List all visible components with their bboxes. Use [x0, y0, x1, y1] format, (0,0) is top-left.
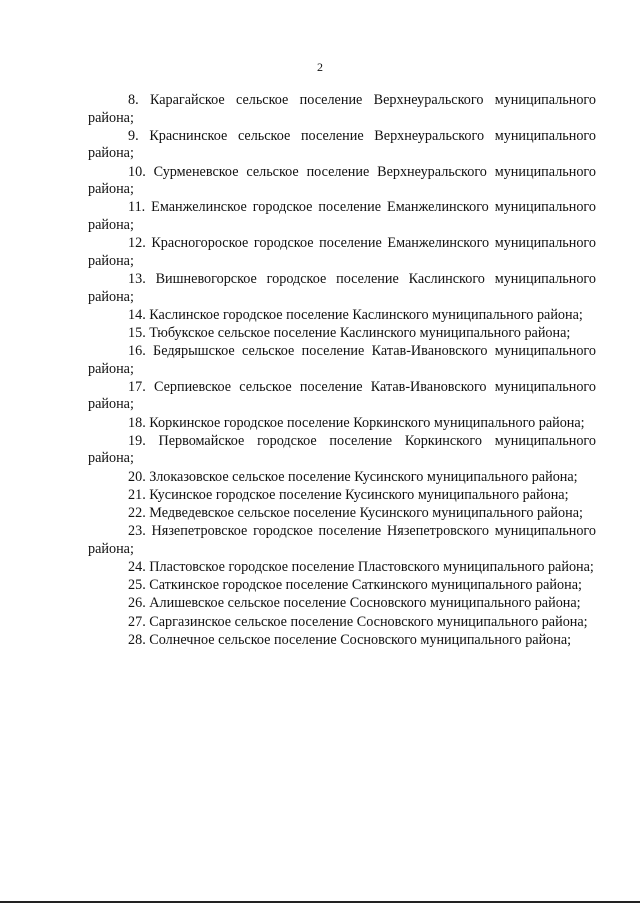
scan-edge-line [0, 901, 640, 903]
list-item: 12. Красногороское городское поселение Еманжелинского муниципального района; [88, 235, 596, 269]
list-item: 13. Вишневогорское городское поселение Каслинского муниципального района; [88, 270, 596, 305]
settlement-list [88, 92, 596, 650]
list-item: 16. Бедярышское сельское поселение Катав-Ивановского муниципального района; [88, 343, 596, 377]
list-item: 11. Еманжелинское городское поселение Еманжелинского муниципального района; [88, 199, 596, 233]
list-item: 14. Каслинское городское поселение Каслинского муниципального района; [128, 306, 583, 323]
list-item: 23. Нязепетровское городское поселение Нязепетровского муниципального района; [88, 523, 596, 557]
list-item: 17. Серпиевское сельское поселение Катав-Ивановского муниципального района; [88, 378, 596, 413]
list-item: 27. Саргазинское сельское поселение Сосновского муниципального района; [128, 613, 588, 630]
list-item: 25. Саткинское городское поселение Саткинского муниципального района; [128, 577, 582, 594]
page-number: 2 [317, 60, 323, 74]
list-item: 28. Солнечное сельское поселение Сосновского муниципального района; [128, 631, 572, 648]
list-item: 21. Кусинское городское поселение Кусинского муниципального района; [128, 486, 569, 503]
list-item: 20. Злоказовское сельское поселение Кусинского муниципального района; [128, 468, 578, 485]
list-item: 10. Сурменевское сельское поселение Верхнеуральского муниципального района; [88, 163, 596, 198]
list-item: 26. Алишевское сельское поселение Сосновского муниципального района; [128, 595, 581, 612]
list-item: 22. Медведевское сельское поселение Кусинского муниципального района; [128, 504, 583, 521]
list-item: 19. Первомайское городское поселение Коркинского муниципального района; [88, 432, 596, 467]
list-item: 9. Краснинское сельское поселение Верхнеуральского муниципального района; [88, 127, 596, 162]
list-item: 24. Пластовское городское поселение Пластовского муниципального района; [128, 558, 594, 575]
list-item: 15. Тюбукское сельское поселение Каслинского муниципального района; [128, 324, 571, 341]
list-item: 18. Коркинское городское поселение Коркинского муниципального района; [128, 414, 585, 431]
list-item: 8. Карагайское сельское поселение Верхнеуральского муниципального района; [88, 92, 596, 126]
